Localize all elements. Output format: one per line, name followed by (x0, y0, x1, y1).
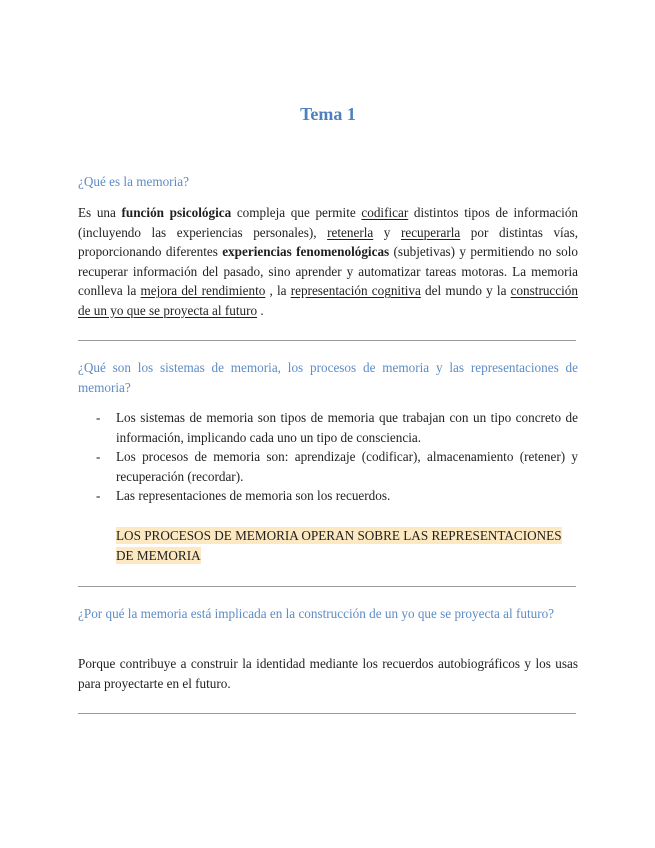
divider (78, 586, 576, 587)
dash-bullet: - (96, 488, 101, 503)
underlined-term: codificar (361, 205, 409, 220)
divider (78, 713, 576, 714)
dash-bullet: - (96, 410, 101, 425)
question-3: ¿Por qué la memoria está implicada en la construcción de un yo que se proyecta al futuro? (78, 606, 555, 621)
page-title: Tema 1 (300, 104, 356, 124)
dash-bullet: - (96, 449, 101, 464)
answer-1: Es una función psicológica compleja que permite codificar distintos tipos de información (incluyendo las experiencias personales), retenerla y recuperarla por distintas vías, proporcionando diferentes experiencias fenomenológicas (subjetivas) y permitiendo no solo recuperar información del pasado, sino aprender y automatizar tareas motoras. La memoria conlleva la mejora del rendimiento , la representación cognitiva del mundo y la construcción de un yo que se proyecta al futuro . (78, 205, 579, 318)
bullet-list (78, 408, 578, 506)
highlight-block (116, 526, 578, 565)
underlined-term: recuperarla (400, 224, 461, 240)
list-item: - Los procesos de memoria son: aprendizaje (codificar), almacenamiento (retener) y recuperación (recordar). (96, 449, 578, 484)
bold-term: función psicológica (121, 205, 232, 220)
question-2: ¿Qué son los sistemas de memoria, los procesos de memoria y las representaciones de memoria? (78, 360, 578, 395)
question-1: ¿Qué es la memoria? (78, 174, 189, 189)
highlighted-text: LOS PROCESOS DE MEMORIA OPERAN SOBRE LAS REPRESENTACIONES DE MEMORIA (116, 528, 562, 563)
bold-term: experiencias fenomenológicas (222, 244, 390, 259)
list-item: - Las representaciones de memoria son los recuerdos. (78, 486, 578, 506)
answer-3: Porque contribuye a construir la identidad mediante los recuerdos autobiográficos y los usas para proyectarte en el futuro. (78, 656, 578, 691)
underlined-term: construcción de un yo que se proyecta al futuro (78, 283, 578, 318)
list-item: - Los sistemas de memoria son tipos de memoria que trabajan con un tipo concreto de información, implicando cada uno un tipo de consciencia. (96, 410, 578, 445)
divider (78, 340, 576, 341)
underlined-term: retenerla (327, 224, 374, 240)
underlined-term: mejora del rendimiento (140, 283, 266, 298)
underlined-term: representación cognitiva (290, 283, 421, 298)
